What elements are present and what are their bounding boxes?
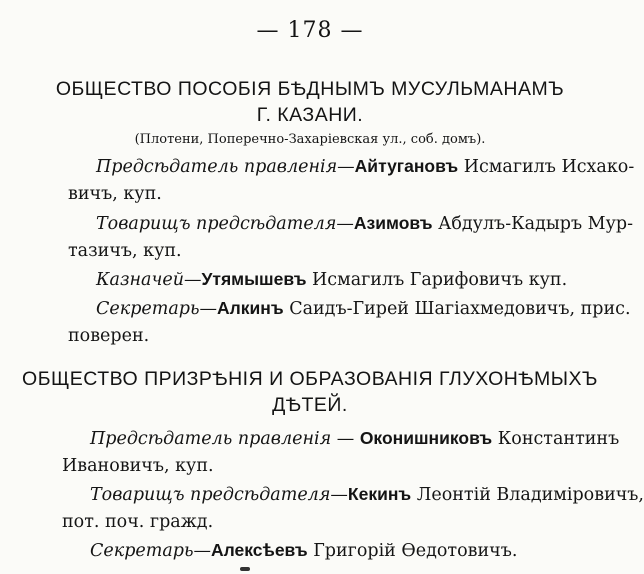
entry-chairman-line2: вичъ, куп. (68, 184, 162, 204)
section2-title-line1: ОБЩЕСТВО ПРИЗРѢНІЯ И ОБРАЗОВАНІЯ ГЛУХОНѢМЫХЪ (22, 368, 598, 390)
section1-title-line1: ОБЩЕСТВО ПОСОБІЯ БѢДНЫМЪ МУСУЛЬМАНАМЪ (55, 78, 565, 100)
entry-deputy-line2: тазичъ, куп. (68, 241, 182, 261)
entry-surname: Кекинъ (347, 484, 412, 504)
entry-secretary-line2: поверен. (68, 326, 150, 346)
entry2-chairman-line2: Ивановичъ, куп. (62, 456, 214, 476)
section1-address: (Плотени, Поперечно-Захаріевская ул., соб. домъ). (134, 132, 486, 147)
page-number: — 178 — (256, 18, 364, 43)
entry-role: Товарищъ предсѣдателя (96, 214, 337, 234)
entry2-chairman-line1 (90, 428, 619, 449)
entry-role: Предсѣдатель правленія (90, 429, 332, 449)
entry-dash: — (337, 157, 355, 177)
entry-role: Предсѣдатель правленія (96, 157, 338, 177)
entry-role: Товарищъ предсѣдателя (90, 485, 331, 505)
entry-role: Секретарь (96, 299, 200, 319)
entry-rest: Абдулъ-Кадыръ Мур- (432, 214, 634, 234)
entry-surname: Оконишниковъ (359, 428, 493, 448)
section2-title-line2: ДѢТЕЙ. (272, 394, 348, 416)
entry-surname: Алкинъ (217, 298, 284, 318)
entry-dash: — (330, 485, 348, 505)
entry-dash: — (336, 214, 354, 234)
entry-role: Секретарь (90, 541, 194, 561)
entry-surname: Азимовъ (353, 213, 433, 233)
entry-rest: Саидъ-Гирей Шагіахмедовичъ, прис. (283, 299, 631, 319)
entry-deputy-line1 (96, 213, 633, 234)
entry-treasurer-line1 (96, 269, 567, 290)
entry-dash: — (184, 270, 202, 290)
entry-dash: — (331, 429, 360, 449)
entry2-deputy-line1 (90, 484, 644, 505)
entry-dash: — (199, 299, 218, 319)
entry-rest: Леонтій Владиміровичъ, (411, 485, 644, 505)
cut-off-text-mark (240, 567, 250, 571)
entry-surname: Алексѣевъ (211, 540, 308, 560)
entry-surname: Утямышевъ (201, 269, 307, 289)
entry-rest: Исмагилъ Исхако- (458, 157, 635, 177)
entry-surname: Айтугановъ (354, 156, 459, 176)
entry-role: Казначей (96, 270, 184, 290)
entry2-secretary-line1 (90, 540, 517, 561)
entry-dash: — (193, 541, 212, 561)
section1-title-line2: Г. КАЗАНИ. (256, 104, 364, 126)
entry-rest: Григорій Ѳедотовичъ. (307, 541, 518, 561)
entry2-deputy-line2: пот. поч. гражд. (62, 512, 214, 532)
entry-rest: Исмагилъ Гарифовичъ куп. (306, 270, 568, 290)
entry-secretary-line1 (96, 298, 631, 319)
entry-chairman-line1 (96, 156, 634, 177)
entry-rest: Константинъ (492, 429, 620, 449)
